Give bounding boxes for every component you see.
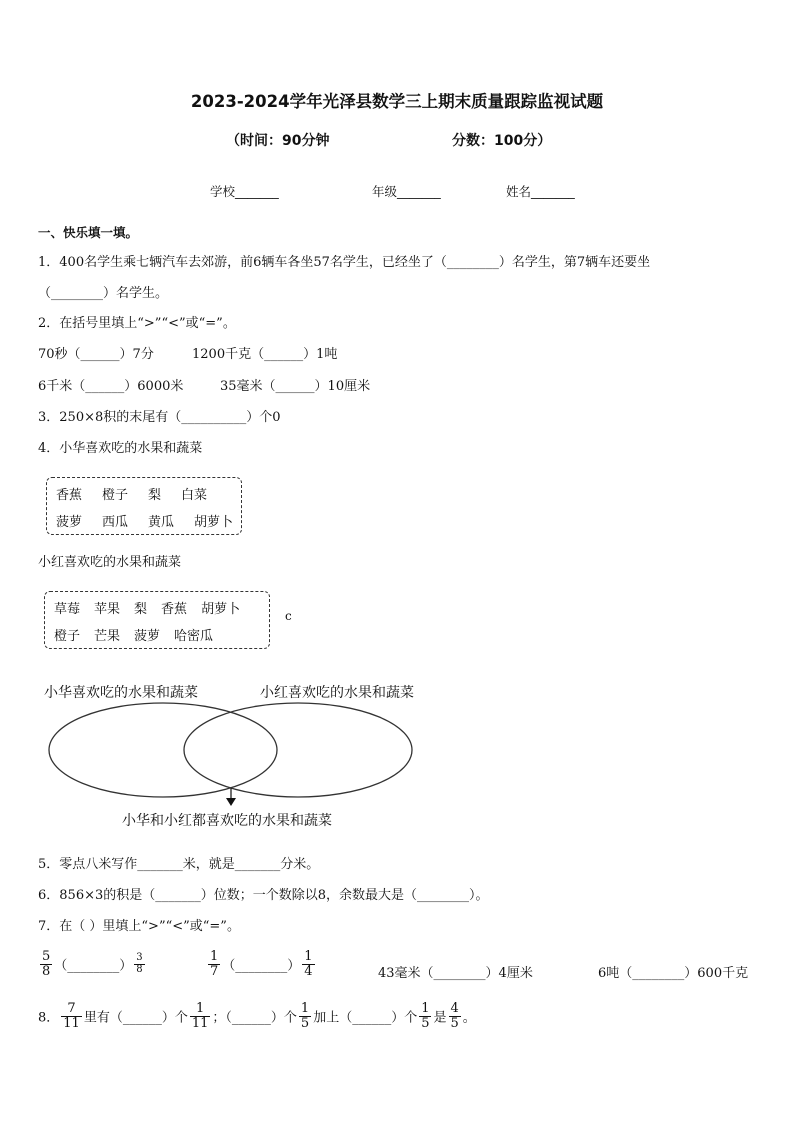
fraction: $\frac{4}{5}$ (450, 1001, 459, 1031)
question-7-item-1 (38, 950, 147, 978)
venn-arrow-head (226, 798, 236, 806)
food-item: 胡萝卜 (201, 602, 241, 617)
question-8-text: 是 (433, 1010, 447, 1026)
fraction: $\frac{5}{8}$ (42, 949, 51, 979)
exam-score: 分数：100分） (452, 133, 552, 149)
venn-left-circle (49, 703, 277, 797)
food-item: 黄瓜 (148, 515, 175, 530)
stray-mark: c (285, 609, 292, 623)
venn-right-label: 小红喜欢吃的水果和蔬菜 (260, 685, 414, 701)
food-item: 芒果 (94, 629, 121, 644)
xiaohua-foods-row-2 (56, 511, 253, 530)
question-8-text: ；（______）个 (212, 1010, 297, 1026)
question-4-text: 4．小华喜欢吃的水果和蔬菜 (38, 441, 203, 456)
question-6-text: 6．856×3的积是（_______）位数；一个数除以8，余数最大是（________）。 (38, 888, 489, 903)
question-3-text: 3．250×8积的末尾有（__________）个0 (38, 410, 281, 425)
xiaohong-foods-row-1 (54, 598, 240, 617)
question-7-item-4: 6吨（________）600千克 (598, 966, 749, 981)
food-item: 橙子 (102, 488, 129, 503)
question-8-text: 。 (462, 1010, 476, 1026)
fraction: $\frac{1}{4}$ (304, 949, 313, 979)
food-item: 菠萝 (134, 629, 161, 644)
food-item: 哈密瓜 (174, 629, 214, 644)
venn-right-circle (184, 703, 412, 797)
question-2-item-1: 70秒（______）7分 (38, 347, 154, 362)
food-item: 梨 (148, 488, 162, 503)
question-7-item-3: 43毫米（________）4厘米 (378, 966, 533, 981)
question-1-line1: 1．400名学生乘七辆汽车去郊游，前6辆车各坐57名学生，已经坐了（________）名学生，第7辆车还要坐 (38, 255, 651, 270)
question-8-text: 里有（______）个 (83, 1010, 188, 1026)
fraction: $\frac{1}{5}$ (300, 1001, 310, 1031)
question-2-text: 2．在括号里填上“>”“<”或“=”。 (38, 316, 236, 331)
section-heading: 一、快乐填一填。 (38, 225, 139, 240)
food-item: 菠萝 (56, 515, 83, 530)
food-item: 梨 (134, 602, 148, 617)
venn-bottom-label: 小华和小红都喜欢吃的水果和蔬菜 (122, 813, 332, 829)
food-item: 草莓 (54, 602, 81, 617)
school-field: 学校_______ (210, 184, 279, 199)
food-item: 西瓜 (102, 515, 129, 530)
page-title: 2023-2024学年光泽县数学三上期末质量跟踪监视试题 (190, 92, 604, 111)
food-item: 苹果 (94, 602, 121, 617)
question-8 (38, 1002, 476, 1030)
question-4-text-2: 小红喜欢吃的水果和蔬菜 (38, 555, 182, 570)
fraction: $\frac{3}{8}$ (136, 952, 143, 975)
fraction: $\frac{7}{11}$ (63, 1001, 80, 1031)
question-8-text: 加上（______）个 (313, 1010, 418, 1026)
question-7-item-2 (206, 950, 317, 978)
question-1-line2: （________）名学生。 (38, 286, 169, 301)
question-2-item-2: 1200千克（______）1吨 (192, 347, 338, 362)
xiaohong-foods-row-2 (54, 625, 213, 644)
question-8-number: 8． (38, 1010, 60, 1026)
food-item: 胡萝卜 (194, 515, 234, 530)
question-2-item-3: 6千米（______）6000米 (38, 379, 184, 394)
fraction: $\frac{1}{5}$ (421, 1001, 430, 1031)
food-item: 橙子 (54, 629, 81, 644)
food-item: 香蕉 (161, 602, 188, 617)
xiaohua-foods-row-1 (56, 484, 227, 503)
food-item: 香蕉 (56, 488, 83, 503)
question-2-item-4: 35毫米（______）10厘米 (220, 379, 371, 394)
question-7-text: 7．在（ ）里填上“>”“<”或“=”。 (38, 919, 240, 934)
food-item: 白菜 (181, 488, 208, 503)
fraction: $\frac{1}{11}$ (191, 1001, 209, 1031)
name-field: 姓名_______ (506, 184, 575, 199)
answer-blank[interactable]: （________） (222, 958, 301, 974)
grade-field: 年级_______ (372, 184, 441, 199)
question-5-text: 5．零点八米写作_______米，就是_______分米。 (38, 857, 320, 872)
venn-left-label: 小华喜欢吃的水果和蔬菜 (44, 685, 198, 701)
fraction: $\frac{1}{7}$ (210, 949, 219, 979)
venn-diagram (40, 700, 420, 810)
answer-blank[interactable]: （________） (54, 958, 133, 974)
exam-time: （时间：90分钟 (226, 133, 330, 149)
